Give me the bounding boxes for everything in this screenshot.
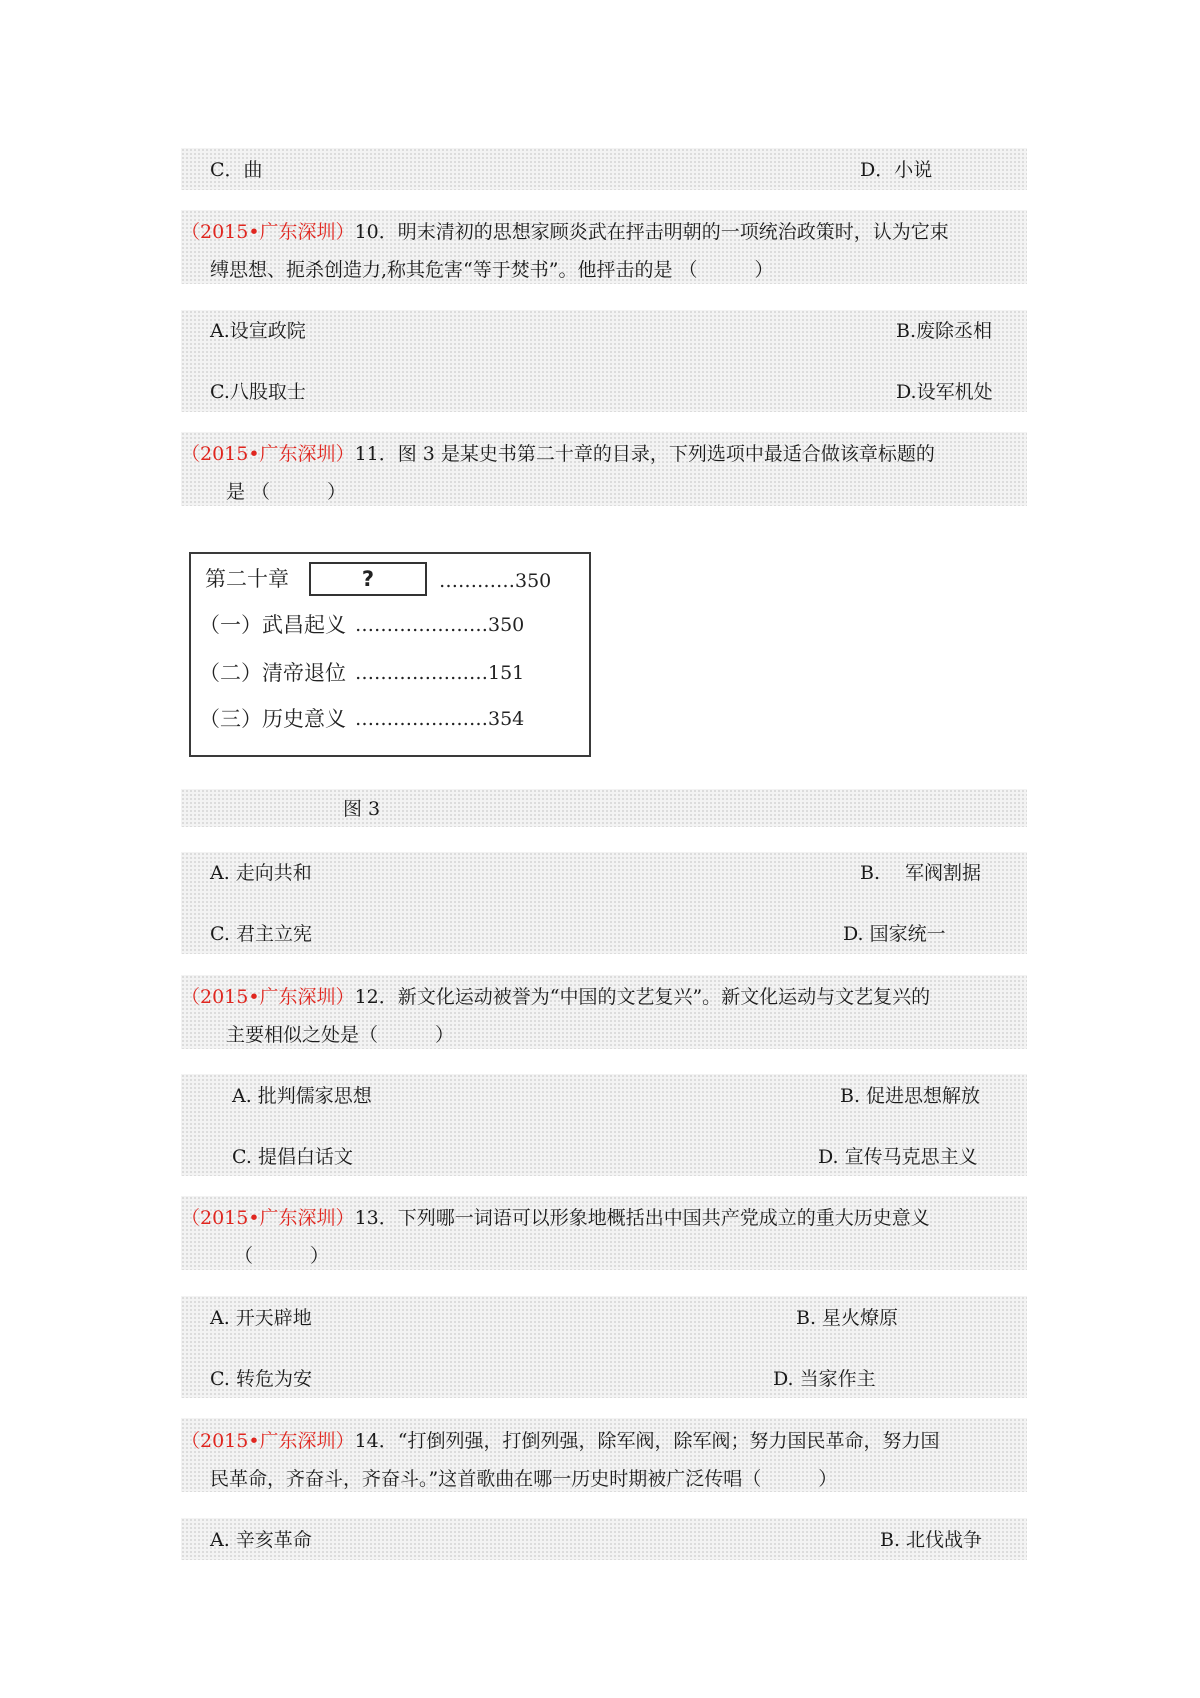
q10-text-1: 10．明末清初的思想家顾炎武在抨击明朝的一项统治政策时，认为它束: [354, 221, 949, 243]
q11-option-d: D. 国家统一: [843, 923, 946, 945]
toc-row-label: （三）历史意义: [199, 707, 346, 731]
q12-source: （2015•广东深圳）: [181, 986, 355, 1008]
toc-chapter-title: 第二十章: [205, 567, 289, 591]
q14-stem-line2: 民革命，齐奋斗，齐奋斗。”这首歌曲在哪一历史时期被广泛传唱（ ）: [210, 1468, 838, 1490]
q10-stem-line1: [181, 220, 949, 244]
table-of-contents-figure: [189, 552, 591, 757]
q9-option-d: D．小说: [860, 159, 933, 181]
q12-option-a: A. 批判儒家思想: [232, 1085, 372, 1107]
q11-source: （2015•广东深圳）: [181, 443, 355, 465]
toc-row-page: …………………151: [355, 662, 525, 684]
q11-option-c: C. 君主立宪: [210, 923, 312, 945]
q13-option-d: D. 当家作主: [773, 1368, 876, 1390]
q10-stem-line2: 缚思想、扼杀创造力,称其危害“等于焚书”。他抨击的是 （ ）: [210, 259, 774, 281]
toc-row-label: （一）武昌起义: [199, 613, 346, 637]
toc-row-page: …………………350: [355, 614, 525, 636]
q10-option-c: C.八股取士: [210, 381, 306, 403]
q10-option-d: D.设军机处: [896, 381, 993, 403]
q10-option-a: A.设宣政院: [210, 320, 306, 342]
q11-option-b: B. 军阀割据: [860, 862, 982, 884]
toc-chapter-page: …………350: [439, 570, 552, 592]
shade-q11-caption: [181, 789, 1027, 827]
q13-option-c: C. 转危为安: [210, 1368, 312, 1390]
toc-question-box: ?: [309, 562, 427, 596]
q11-option-a: A. 走向共和: [210, 862, 312, 884]
q11-text-1: 11．图 3 是某史书第二十章的目录，下列选项中最适合做该章标题的: [354, 443, 935, 465]
q14-stem-line1: [181, 1429, 939, 1453]
q13-stem-line2: （ ）: [234, 1245, 330, 1267]
q9-option-c: C．曲: [210, 159, 263, 181]
q13-text-1: 13．下列哪一词语可以形象地概括出中国共产党成立的重大历史意义: [354, 1207, 930, 1229]
figure-caption: 图 3: [343, 798, 381, 820]
q10-source: （2015•广东深圳）: [181, 221, 355, 243]
q14-option-b: B. 北伐战争: [880, 1529, 983, 1551]
q11-stem-line1: [181, 442, 935, 466]
q12-option-d: D. 宣传马克思主义: [818, 1146, 978, 1168]
q13-stem-line1: [181, 1206, 930, 1230]
q12-option-c: C. 提倡白话文: [232, 1146, 353, 1168]
q12-stem-line1: [181, 985, 930, 1009]
q13-option-b: B. 星火燎原: [796, 1307, 899, 1329]
q14-source: （2015•广东深圳）: [181, 1430, 355, 1452]
toc-row-page: …………………354: [355, 708, 525, 730]
q14-option-a: A. 辛亥革命: [210, 1529, 312, 1551]
q11-stem-line2: 是 （ ）: [226, 481, 347, 503]
q12-stem-line2: 主要相似之处是（ ）: [226, 1024, 455, 1046]
toc-row-label: （二）清帝退位: [199, 661, 346, 685]
q14-text-1: 14．“打倒列强，打倒列强，除军阀，除军阀；努力国民革命，努力国: [354, 1430, 940, 1452]
q12-option-b: B. 促进思想解放: [840, 1085, 981, 1107]
q13-source: （2015•广东深圳）: [181, 1207, 355, 1229]
q10-option-b: B.废除丞相: [896, 320, 993, 342]
q12-text-1: 12．新文化运动被誉为“中国的文艺复兴”。新文化运动与文艺复兴的: [354, 986, 931, 1008]
q13-option-a: A. 开天辟地: [210, 1307, 312, 1329]
